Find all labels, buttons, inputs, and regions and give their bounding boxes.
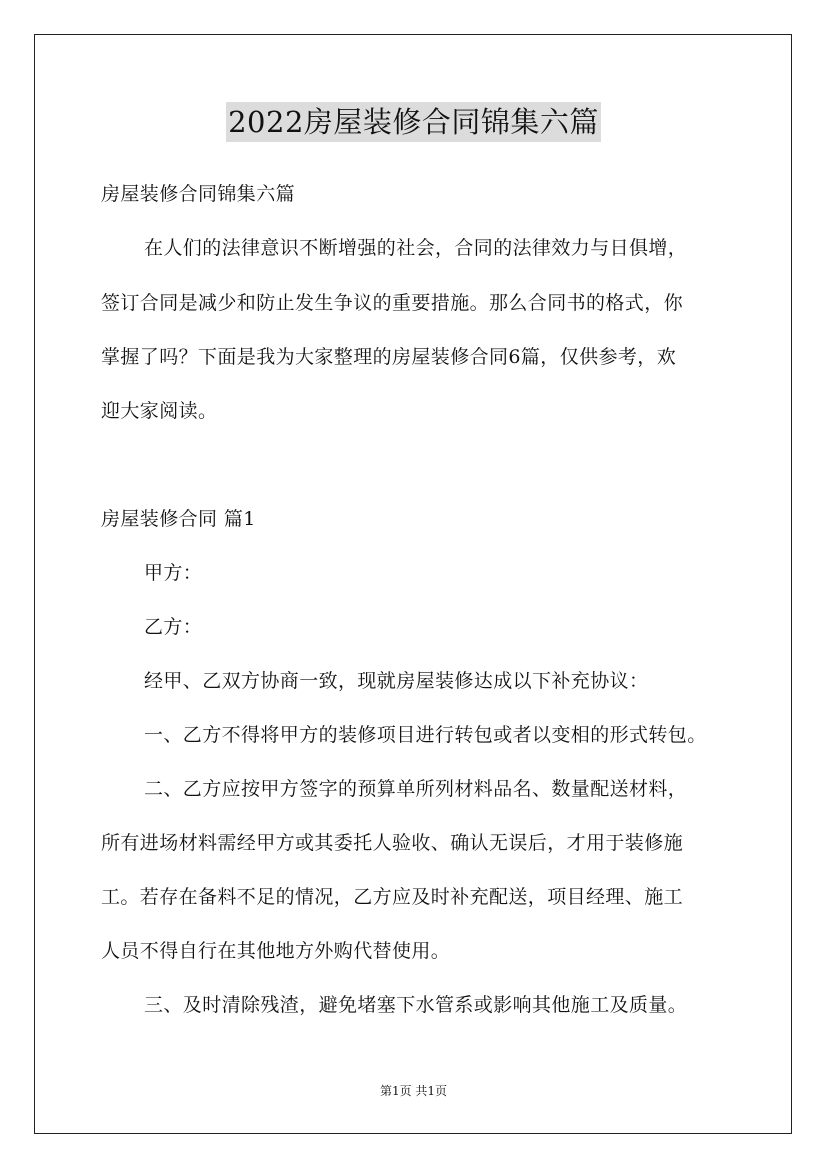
section-heading: 房屋装修合同 篇1 <box>101 508 256 530</box>
agreement-intro: 经甲、乙双方协商一致，现就房屋装修达成以下补充协议： <box>144 670 649 692</box>
clause-2-line-3: 工。若存在备料不足的情况，乙方应及时补充配送，项目经理、施工 <box>101 886 684 908</box>
clause-1: 一、乙方不得将甲方的装修项目进行转包或者以变相的形式转包。 <box>144 724 707 746</box>
document-subtitle: 房屋装修合同锦集六篇 <box>101 183 296 205</box>
intro-line-1: 在人们的法律意识不断增强的社会，合同的法律效力与日俱增， <box>144 237 688 259</box>
title-container <box>0 102 827 142</box>
clause-2-line-1: 二、乙方应按甲方签字的预算单所列材料品名、数量配送材料， <box>144 778 688 800</box>
clause-2-line-2: 所有进场材料需经甲方或其委托人验收、确认无误后，才用于装修施 <box>101 832 684 854</box>
page-footer: 第1页 共1页 <box>379 1084 448 1098</box>
intro-line-2: 签订合同是减少和防止发生争议的重要措施。那么合同书的格式，你 <box>101 292 684 314</box>
clause-2-line-4: 人员不得自行在其他地方外购代替使用。 <box>101 940 451 962</box>
party-b-label: 乙方： <box>144 616 203 638</box>
intro-line-4: 迎大家阅读。 <box>101 400 218 422</box>
clause-3: 三、及时清除残渣，避免堵塞下水管系或影响其他施工及质量。 <box>144 994 688 1016</box>
intro-line-3: 掌握了吗？下面是我为大家整理的房屋装修合同6篇，仅供参考，欢 <box>101 346 677 368</box>
party-a-label: 甲方： <box>144 562 203 584</box>
document-title: 2022房屋装修合同锦集六篇 <box>226 102 601 142</box>
